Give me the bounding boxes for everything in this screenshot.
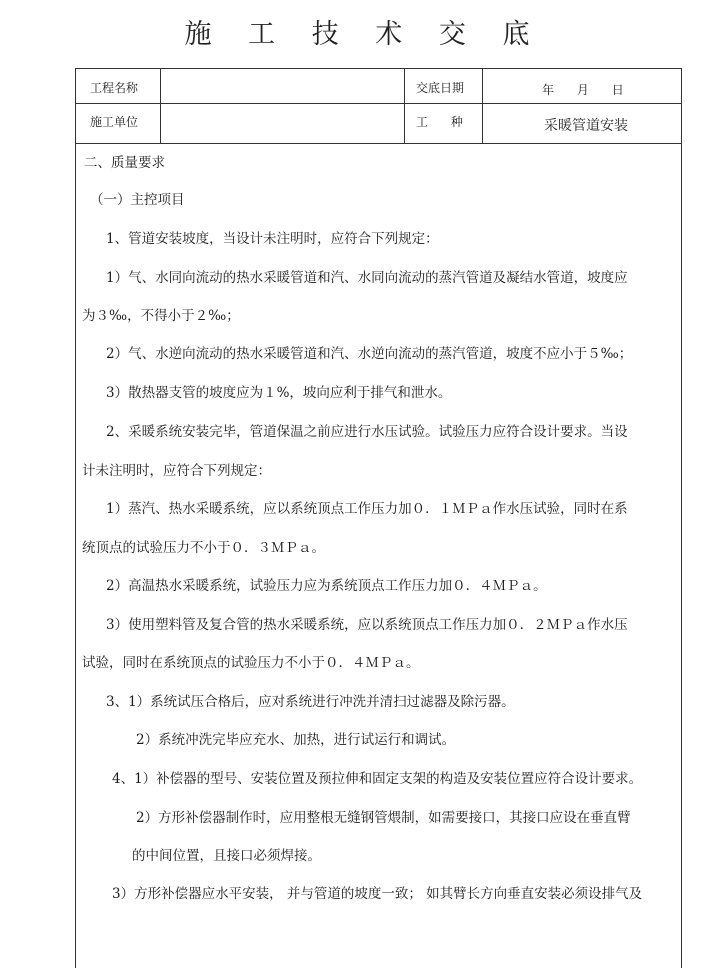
paragraph-line: 3）方形补偿器应水平安装， 并与管道的坡度一致； 如其臂长方向垂直安装必须设排气及	[112, 886, 643, 902]
paragraph-line: 3、1）系统试压合格后，应对系统进行冲洗并清扫过滤器及除污器。	[106, 694, 515, 710]
table-divider	[76, 103, 681, 104]
date-value: 年 月 日	[542, 83, 624, 97]
paragraph-line: 2）方形补偿器制作时，应用整根无缝钢管煨制，如需要接口，其接口应设在垂直臂	[136, 810, 631, 826]
paragraph-line: 3）散热器支管的坡度应为１%，坡向应利于排气和泄水。	[106, 385, 452, 401]
table-divider	[404, 69, 405, 143]
table-divider	[482, 69, 483, 143]
document-title: 施 工 技 术 交 底	[184, 19, 544, 50]
date-label: 交底日期	[416, 81, 465, 95]
paragraph-line: 为３‰，不得小于２‰；	[82, 308, 240, 324]
section-heading: 二、质量要求	[84, 155, 165, 171]
paragraph-line: 计未注明时，应符合下列规定：	[82, 463, 271, 479]
paragraph-line: 2）系统冲洗完毕应充水、加热，进行试运行和调试。	[136, 732, 456, 748]
paragraph-line: 的中间位置，且接口必须焊接。	[132, 848, 321, 864]
paragraph-line: 2、采暖系统安装完毕，管道保温之前应进行水压试验。试验压力应符合设计要求。当设	[106, 424, 628, 440]
unit-label: 施工单位	[90, 115, 139, 129]
paragraph-line: 1）气、水同向流动的热水采暖管道和汽、水同向流动的蒸汽管道及凝结水管道，坡度应	[106, 270, 628, 286]
trade-value: 采暖管道安装	[544, 118, 628, 134]
paragraph-line: 统顶点的试验压力不小于０．３ＭＰａ。	[82, 540, 325, 556]
table-divider	[76, 143, 681, 144]
subsection-heading: （一）主控项目	[90, 192, 185, 208]
project-name-label: 工程名称	[90, 81, 139, 95]
paragraph-line: 试验，同时在系统顶点的试验压力不小于０．４ＭＰａ。	[82, 655, 420, 671]
paragraph-line: 1、管道安装坡度，当设计未注明时，应符合下列规定：	[106, 231, 439, 247]
table-divider	[160, 69, 161, 143]
paragraph-line: 3）使用塑料管及复合管的热水采暖系统，应以系统顶点工作压力加０．２ＭＰａ作水压	[106, 617, 628, 633]
paragraph-line: 2）气、水逆向流动的热水采暖管道和汽、水逆向流动的蒸汽管道，坡度不应小于５‰；	[106, 346, 633, 362]
trade-label: 工 种	[416, 115, 463, 129]
paragraph-line: 1）蒸汽、热水采暖系统，应以系统顶点工作压力加０．１ＭＰａ作水压试验，同时在系	[106, 501, 628, 517]
paragraph-line: 4、1）补偿器的型号、安装位置及预拉伸和固定支架的构造及安装位置应符合设计要求。	[112, 771, 643, 787]
paragraph-line: 2）高温热水采暖系统，试验压力应为系统顶点工作压力加０．４ＭＰａ。	[106, 578, 547, 594]
